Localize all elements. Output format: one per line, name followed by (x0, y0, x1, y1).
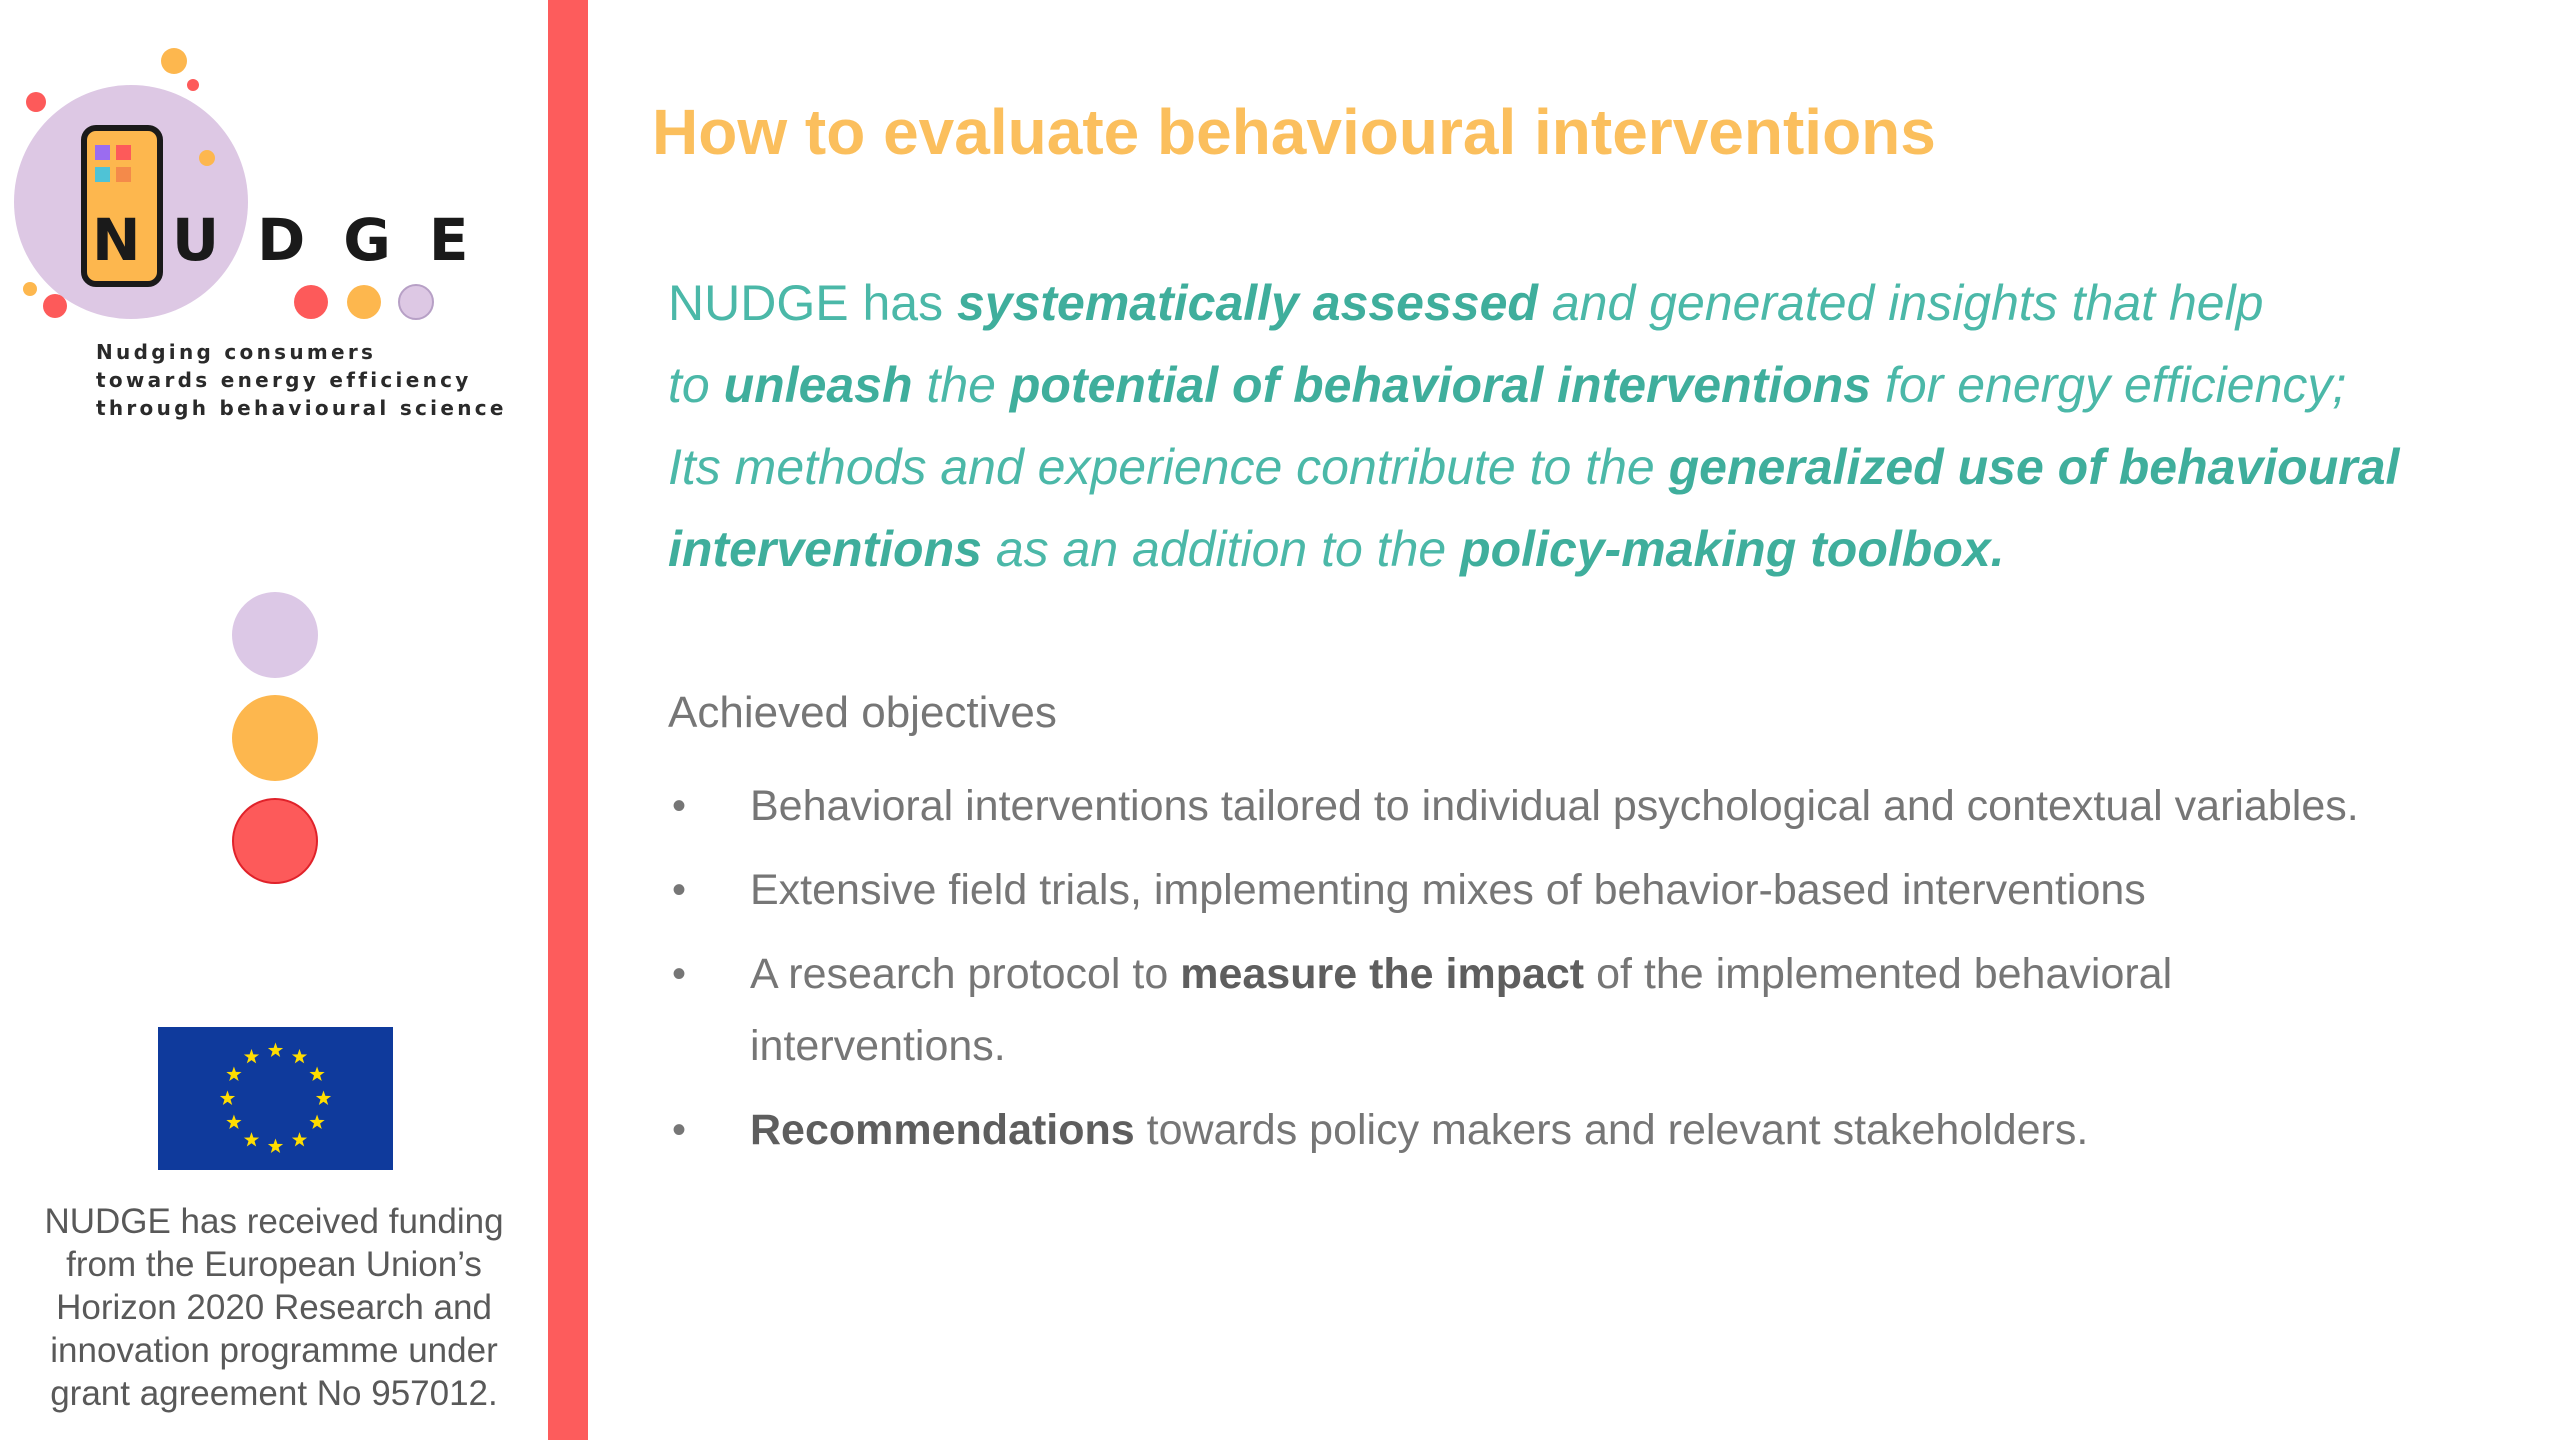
eu-star-icon (292, 1049, 307, 1063)
intro-text: the (912, 357, 1010, 413)
intro-text: to (668, 357, 724, 413)
list-item (668, 938, 2359, 1082)
objective-emphasis: measure the impact (1180, 950, 1585, 998)
objective-text: Behavioral interventions tailored to individual psychological and contextual variables. (750, 782, 2359, 830)
objective-emphasis: Recommendations (750, 1106, 1135, 1154)
eu-star-icon (268, 1139, 283, 1153)
objective-text (750, 1094, 2359, 1166)
eu-star-icon (220, 1091, 235, 1105)
nudge-logo (0, 0, 548, 440)
eu-star-icon (244, 1132, 259, 1146)
eu-star-icon (268, 1043, 283, 1057)
indicator-dot-lavender (232, 592, 318, 678)
eu-flag-icon (158, 1027, 393, 1170)
tagline-line: towards energy efficiency (96, 368, 472, 392)
list-item (668, 1094, 2359, 1166)
eu-stars (158, 1027, 393, 1170)
intro-text: for energy efficiency; (1871, 357, 2347, 413)
eu-star-icon (226, 1067, 241, 1081)
intro-emphasis: unleash (723, 357, 913, 413)
accent-divider-bar (548, 0, 588, 1440)
intro-text: and generated insights that help (1537, 275, 2264, 331)
list-item (668, 854, 2359, 926)
intro-text: NUDGE has (668, 275, 957, 331)
logo-wordmark-n: N (92, 206, 147, 274)
intro-line (668, 262, 2399, 344)
bullet-icon: • (672, 868, 687, 912)
indicator-dot-red (232, 798, 318, 884)
funding-line: from the European Union’s (66, 1245, 482, 1284)
intro-text: as an addition to the (981, 521, 1461, 577)
logo-wordmark-rest: UDGE (172, 206, 507, 274)
intro-emphasis: systematically assessed (956, 275, 1538, 331)
intro-text: Its methods and experience contribute to the (668, 439, 1669, 495)
objectives-heading: Achieved objectives (668, 688, 1057, 737)
indicator-dot-orange (232, 695, 318, 781)
funding-line: grant agreement No 957012. (50, 1374, 498, 1413)
intro-line (668, 426, 2399, 508)
objective-text-continued: interventions. (750, 1022, 1006, 1070)
funding-line: NUDGE has received funding (44, 1202, 504, 1241)
bullet-icon: • (672, 952, 687, 996)
intro-line (668, 508, 2399, 590)
objective-text: Extensive field trials, implementing mixes of behavior-based interventions (750, 866, 2146, 914)
objective-text-part: towards policy makers and relevant stakeholders. (1134, 1106, 2089, 1154)
objective-text-part: A research protocol to (750, 950, 1181, 998)
intro-emphasis: generalized use of behavioural (1668, 439, 2400, 495)
intro-emphasis: potential of behavioral interventions (1009, 357, 1872, 413)
bullet-icon: • (672, 784, 687, 828)
objective-text-part: of the implemented behavioral (1584, 950, 2173, 998)
eu-star-icon (244, 1049, 259, 1063)
funding-line: Horizon 2020 Research and (56, 1288, 492, 1327)
intro-emphasis: policy-making toolbox. (1460, 521, 2005, 577)
eu-star-icon (316, 1091, 331, 1105)
objective-text (750, 938, 2359, 1010)
sidebar (0, 0, 548, 1440)
funding-notice (20, 1200, 528, 1415)
eu-star-icon (292, 1132, 307, 1146)
intro-line (668, 344, 2399, 426)
tagline-line: through behavioural science (96, 396, 507, 420)
eu-star-icon (309, 1115, 324, 1129)
page-title: How to evaluate behavioural interventions (652, 96, 1936, 168)
intro-paragraph (668, 262, 2399, 590)
eu-star-icon (226, 1115, 241, 1129)
list-item (668, 770, 2359, 842)
tagline-line: Nudging consumers (96, 340, 377, 364)
bullet-icon: • (672, 1108, 687, 1152)
logo-tagline (96, 338, 507, 422)
intro-emphasis: interventions (668, 521, 982, 577)
objectives-list (668, 770, 2359, 1166)
funding-line: innovation programme under (50, 1331, 498, 1370)
eu-star-icon (309, 1067, 324, 1081)
